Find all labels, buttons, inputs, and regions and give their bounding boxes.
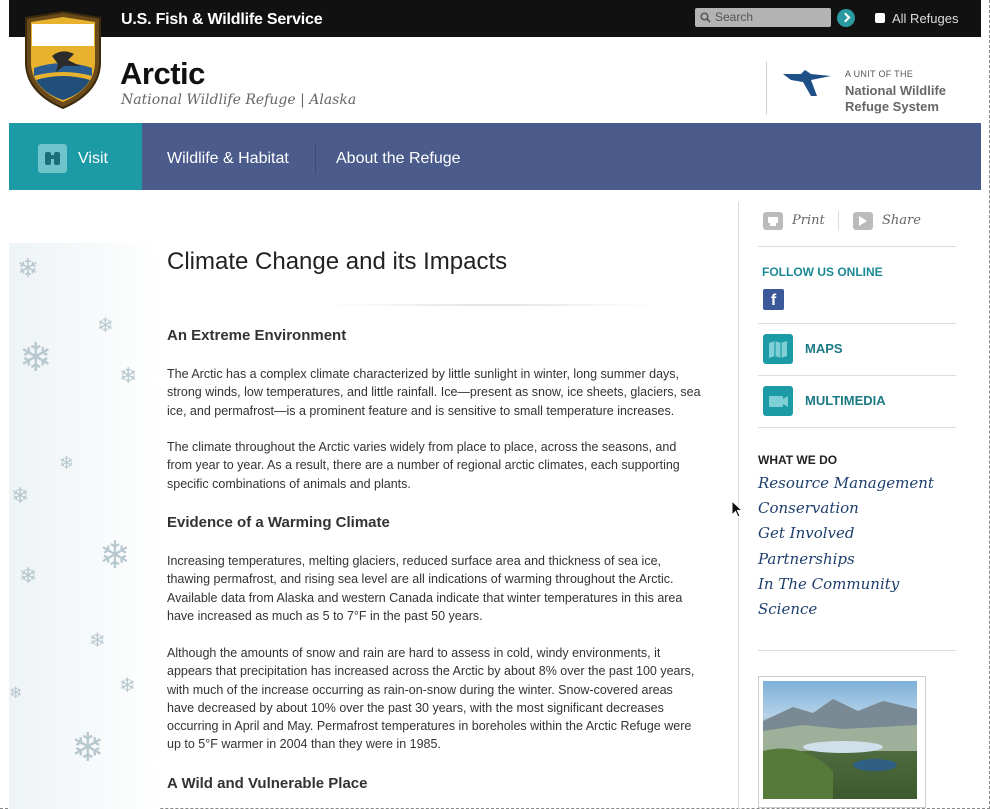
share-link[interactable]: Share xyxy=(882,213,921,228)
facebook-icon[interactable]: f xyxy=(763,289,784,310)
share-icon[interactable] xyxy=(853,212,873,230)
nwrs-unit-label: A UNIT OF THE xyxy=(845,69,914,79)
sidebar-separator xyxy=(758,650,956,651)
nwrs-name-line2[interactable]: Refuge System xyxy=(845,99,939,114)
page-title: Climate Change and its Impacts xyxy=(167,248,508,275)
sidebar-separator xyxy=(758,246,956,247)
paragraph: Although the amounts of snow and rain are hard to assess in cold, windy environments, it appears that precipitation has increased across the Arctic by about 8% over the past 100 years, with much of the increase occurring as rain-on-snow during the winter. Snow-covered areas have decreased by about 10% over the past 30 years, with the most significant decreases occurring in April and May. Permafrost temperatures in boreholes within the Arctic Refuge were up to 5°F warmer in 2004 than they were in 1985. xyxy=(167,646,695,752)
what-we-do-link[interactable]: Science xyxy=(758,600,818,618)
site-title[interactable]: Arctic xyxy=(120,56,205,91)
title-divider xyxy=(317,304,667,306)
paragraph: The climate throughout the Arctic varies widely from place to place, across the seasons, and from year to year. As a result, there are a number of regional arctic climates, each supporting specific combinations of animals and plants. xyxy=(167,440,680,491)
follow-us-heading: FOLLOW US ONLINE xyxy=(762,265,883,279)
nav-item-visit[interactable] xyxy=(9,123,142,190)
paragraph: Increasing temperatures, melting glaciers, reduced surface area and thickness of sea ice, thawing permafrost, and rising sea level are all indications of warming throughout the Arctic. Available data from Alaska and western Canada indicate that winter temperatures in this area have increased as much as 5 to 7°F in the past 50 years. xyxy=(167,554,683,623)
all-refuges-label: All Refuges xyxy=(892,11,959,26)
nwrs-name-line1[interactable]: National Wildlife xyxy=(845,83,946,98)
search-box xyxy=(695,8,831,27)
nav-item-about-refuge[interactable]: About the Refuge xyxy=(336,150,461,167)
mouse-cursor-icon xyxy=(731,500,743,518)
search-icon xyxy=(700,12,711,23)
header-divider xyxy=(766,62,767,114)
multimedia-link[interactable]: MULTIMEDIA xyxy=(805,393,886,408)
fws-shield-logo[interactable] xyxy=(22,10,104,110)
section-heading: A Wild and Vulnerable Place xyxy=(167,775,368,792)
search-submit-button[interactable] xyxy=(837,9,855,27)
site-subtitle: National Wildlife Refuge | Alaska xyxy=(121,92,357,108)
section-heading: An Extreme Environment xyxy=(167,327,347,344)
main-nav xyxy=(9,123,981,190)
map-icon[interactable] xyxy=(763,334,793,364)
all-refuges-checkbox[interactable] xyxy=(875,13,885,23)
what-we-do-link[interactable]: Partnerships xyxy=(758,550,855,568)
what-we-do-link[interactable]: Resource Management xyxy=(758,474,934,492)
what-we-do-link[interactable]: Get Involved xyxy=(758,524,855,542)
what-we-do-link[interactable]: Conservation xyxy=(758,499,859,517)
maps-link[interactable]: MAPS xyxy=(805,341,843,356)
sidebar-separator xyxy=(758,427,956,428)
print-link[interactable]: Print xyxy=(792,213,825,228)
nav-item-wildlife-habitat[interactable]: Wildlife & Habitat xyxy=(167,150,289,167)
refuge-landscape-photo[interactable] xyxy=(758,676,926,808)
sidebar-separator xyxy=(758,323,956,324)
agency-name-link[interactable]: U.S. Fish & Wildlife Service xyxy=(121,11,323,28)
nav-label-visit: Visit xyxy=(78,150,108,167)
top-bar xyxy=(9,0,981,37)
print-icon[interactable] xyxy=(763,212,783,230)
paragraph: The Arctic has a complex climate characterized by little sunlight in winter, long summer days, strong winds, low temperatures, and little rainfall. Ice—present as snow, ice sheets, glaciers, sea ice, and permafrost—is a prominent feature and is sensitive to small temperature increases. xyxy=(167,367,701,418)
action-separator xyxy=(838,211,839,231)
binoculars-icon xyxy=(38,144,67,173)
snowflake-decoration: ❄ ❄ ❄ ❄ ❄ ❄ ❄ ❄ ❄ ❄ ❄ ❄ xyxy=(9,243,159,809)
nav-separator xyxy=(315,144,316,174)
section-heading: Evidence of a Warming Climate xyxy=(167,514,390,531)
what-we-do-link[interactable]: In The Community xyxy=(758,575,900,593)
search-input[interactable] xyxy=(715,9,825,25)
what-we-do-heading: WHAT WE DO xyxy=(758,453,838,467)
blue-goose-icon[interactable] xyxy=(781,68,833,98)
camera-icon[interactable] xyxy=(763,386,793,416)
sidebar-separator xyxy=(758,375,956,376)
